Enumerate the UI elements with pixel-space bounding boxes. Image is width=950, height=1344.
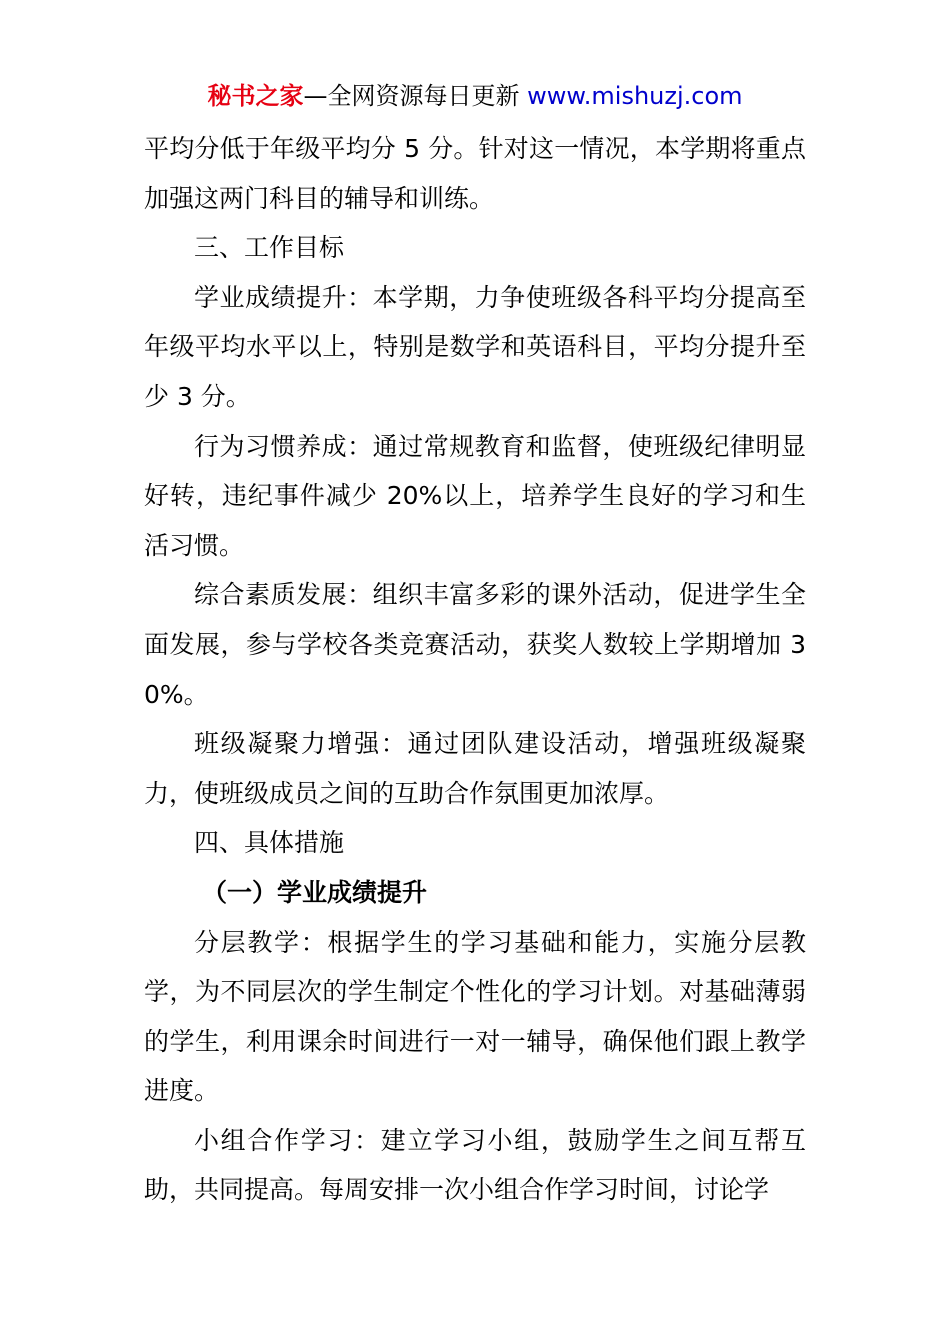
paragraph-tiered-teaching: 分层教学：根据学生的学习基础和能力，实施分层教学，为不同层次的学生制定个性化的学习计划。对基础薄弱的学生，利用课余时间进行一对一辅导，确保他们跟上教学进度。: [144, 927, 806, 1106]
site-brand: 秘书之家: [207, 82, 304, 110]
paragraph-quality-goal: 综合素质发展：组织丰富多彩的课外活动，促进学生全面发展，参与学校各类竞赛活动，获奖人数较上学期增加 30%。: [144, 580, 806, 709]
document-body: [144, 124, 806, 1215]
paragraph-continuation: 平均分低于年级平均分 5 分。针对这一情况，本学期将重点加强这两门科目的辅导和训练。: [144, 134, 806, 213]
site-tagline: —全网资源每日更新: [303, 82, 520, 110]
site-url-link[interactable]: www.mishuzj.com: [527, 82, 743, 110]
page-header: [0, 80, 950, 112]
paragraph-behavior-goal: 行为习惯养成：通过常规教育和监督，使班级纪律明显好转，违纪事件减少 20%以上，培养学生良好的学习和生活习惯。: [144, 431, 806, 560]
paragraph-cohesion-goal: 班级凝聚力增强：通过团队建设活动，增强班级凝聚力，使班级成员之间的互助合作氛围更加浓厚。: [144, 729, 806, 808]
section-heading-measures: 四、具体措施: [194, 828, 345, 858]
section-heading-goals: 三、工作目标: [194, 233, 345, 263]
paragraph-group-learning: 小组合作学习：建立学习小组，鼓励学生之间互帮互助，共同提高。每周安排一次小组合作学习时间，讨论学: [144, 1125, 806, 1205]
subsection-heading-academic: （一）学业成绩提升: [202, 877, 428, 907]
paragraph-academic-goal: 学业成绩提升：本学期，力争使班级各科平均分提高至年级平均水平以上，特别是数学和英语科目，平均分提升至少 3 分。: [144, 282, 806, 411]
